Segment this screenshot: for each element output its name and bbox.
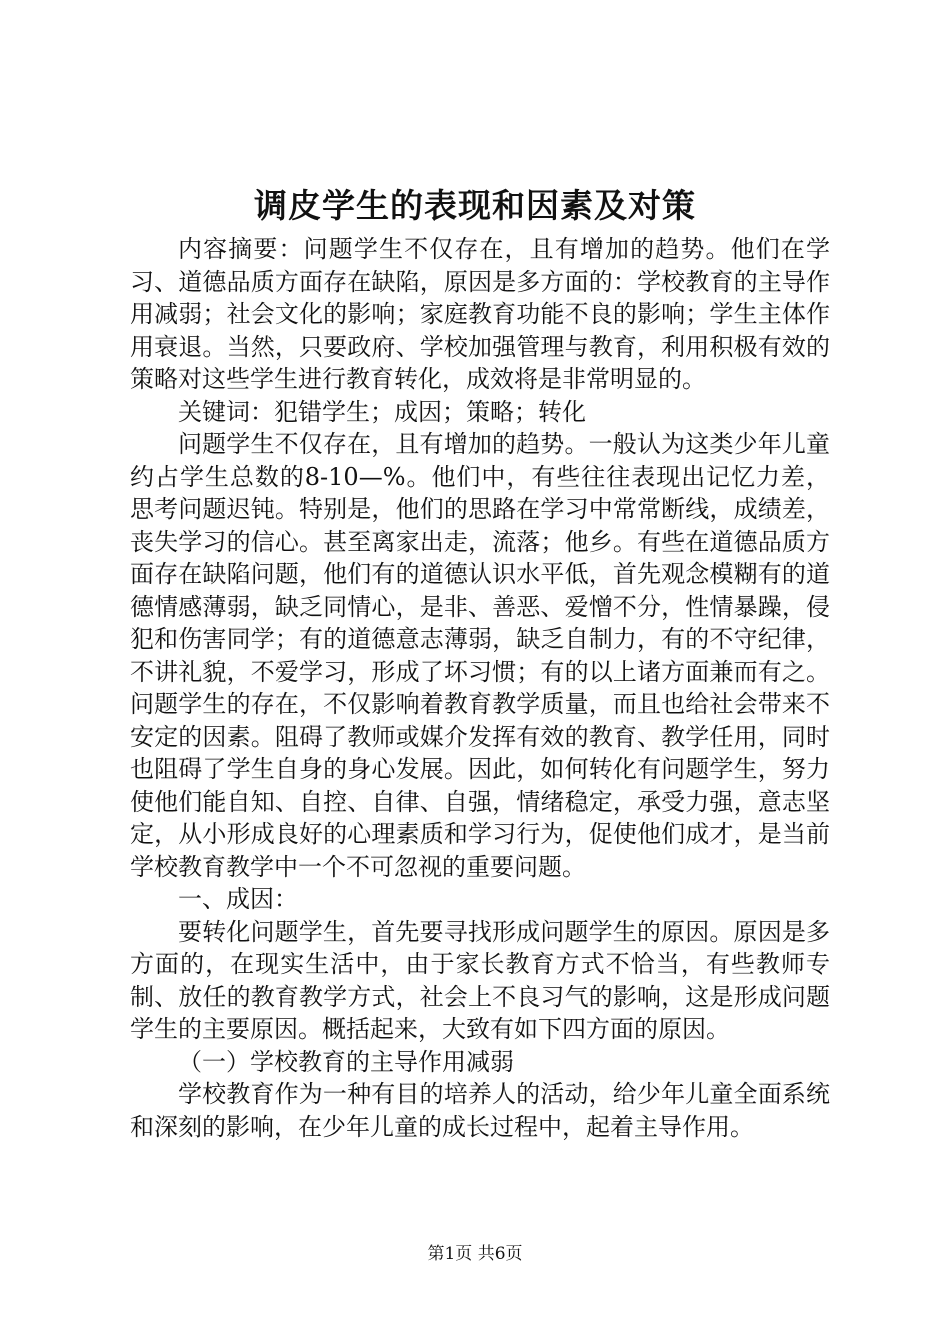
intro-paragraph: 问题学生不仅存在，且有增加的趋势。一般认为这类少年儿童约占学生总数的8-10—%。他们中，有些往往表现出记忆力差，思考问题迟钝。特别是，他们的思路在学习中常常断线，成绩差，丧失学习的信心。甚至离家出走，流落；他乡。有些在道德品质方面存在缺陷问题，他们有的道德认识水平低，首先观念模糊有的道德情感薄弱，缺乏同情心，是非、善恶、爱憎不分，性情暴躁，侵犯和伤害同学；有的道德意志薄弱，缺乏自制力，有的不守纪律，不讲礼貌，不爱学习，形成了坏习惯；有的以上诸方面兼而有之。问题学生的存在，不仅影响着教育教学质量，而且也给社会带来不安定的因素。阻碍了教师或媒介发挥有效的教育、教学任用，同时也阻碍了学生自身的身心发展。因此，如何转化有问题学生，努力使他们能自知、自控、自律、自强，情绪稳定，承受力强，意志坚定，从小形成良好的心理素质和学习行为，促使他们成才，是当前学校教育教学中一个不可忽视的重要问题。 <box>130 430 830 881</box>
keywords-paragraph: 关键词：犯错学生；成因；策略；转化 <box>178 397 586 426</box>
section-heading-causes: 一、成因： <box>178 885 298 913</box>
page-footer: 第1页 共6页 <box>427 1244 523 1264</box>
subsection-heading-school: （一）学校教育的主导作用减弱 <box>178 1047 514 1076</box>
abstract-paragraph: 内容摘要：问题学生不仅存在，且有增加的趋势。他们在学习、道德品质方面存在缺陷，原因是多方面的：学校教育的主导作用减弱；社会文化的影响；家庭教育功能不良的影响；学生主体作用衰退。当然，只要政府、学校加强管理与教育，利用积极有效的策略对这些学生进行教育转化，成效将是非常明显的。 <box>130 235 830 393</box>
document-body <box>130 233 830 1143</box>
school-paragraph: 学校教育作为一种有目的培养人的活动，给少年儿童全面系统和深刻的影响，在少年儿童的成长过程中，起着主导作用。 <box>130 1080 830 1141</box>
document-title: 调皮学生的表现和因素及对策 <box>254 186 696 225</box>
causes-paragraph: 要转化问题学生，首先要寻找形成问题学生的原因。原因是多方面的，在现实生活中，由于家长教育方式不恰当，有些教师专制、放任的教育教学方式，社会上不良习气的影响，这是形成问题学生的主要原因。概括起来，大致有如下四方面的原因。 <box>130 917 830 1043</box>
